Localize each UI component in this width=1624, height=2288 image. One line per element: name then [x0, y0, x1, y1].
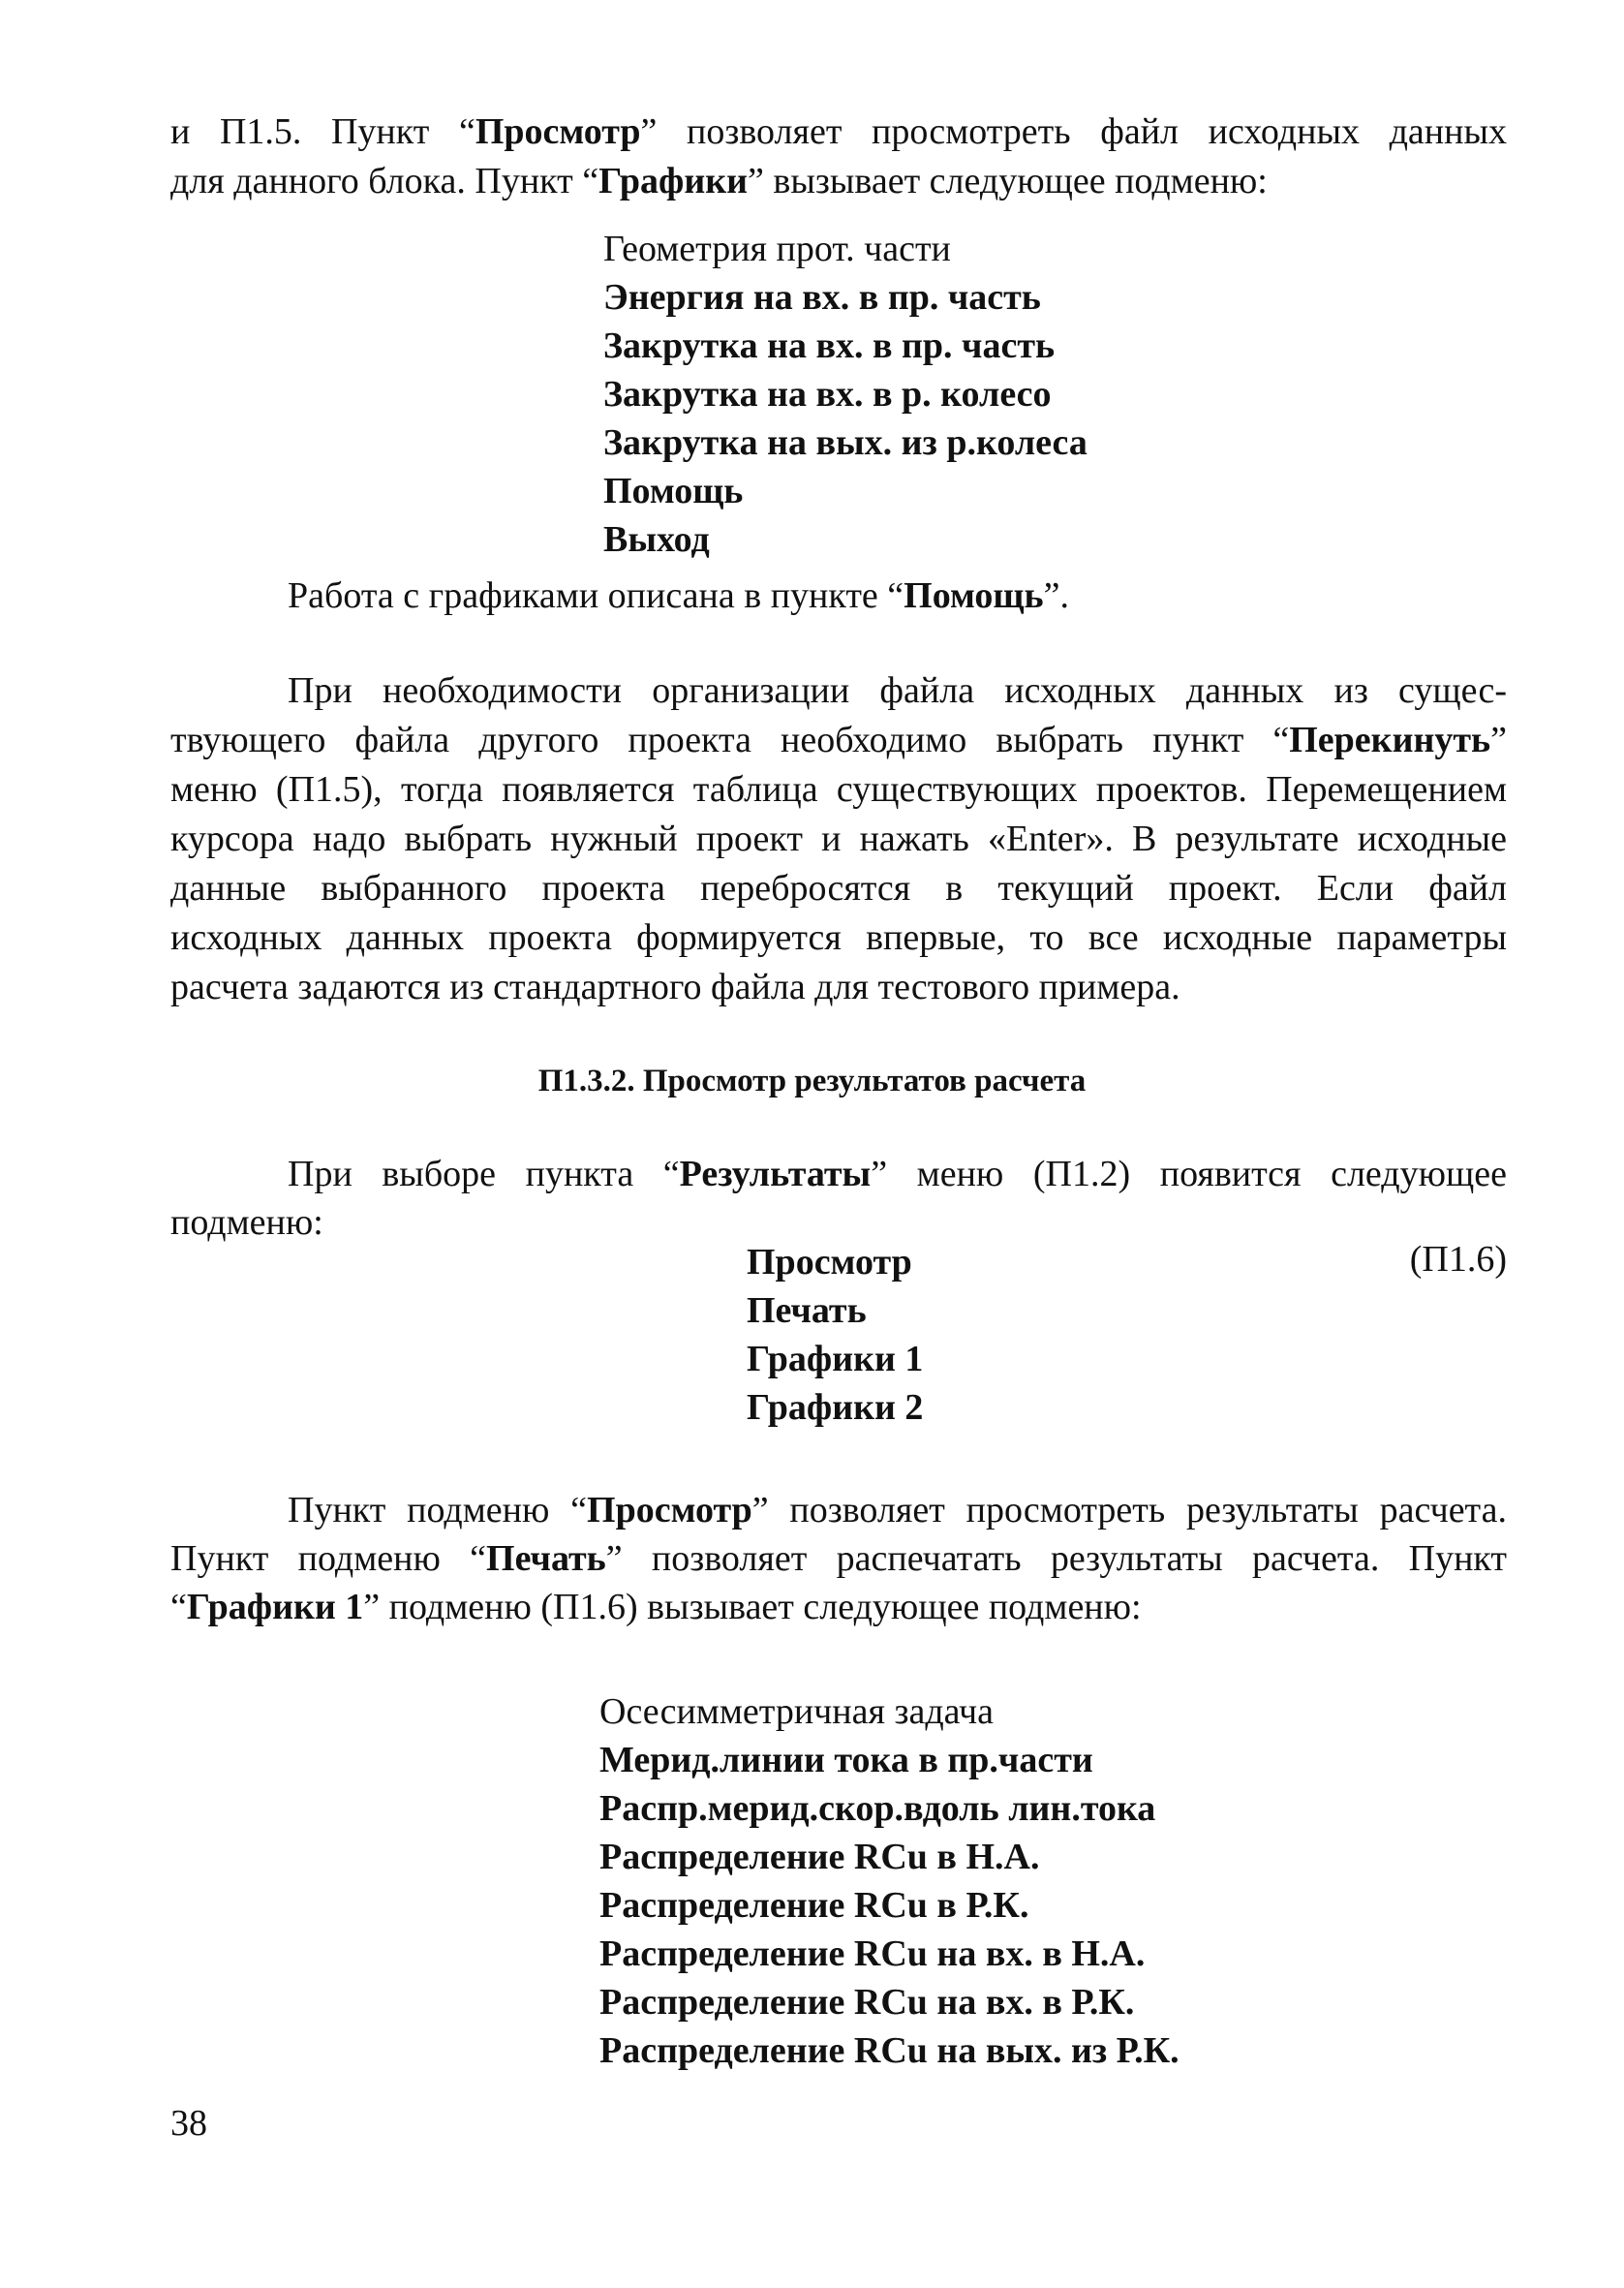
- menu-entry: Графики 1: [747, 1339, 924, 1379]
- text-run: Пункт подменю “: [288, 1490, 588, 1530]
- text-run: ”: [1490, 720, 1507, 760]
- menu-entry: Графики 2: [747, 1387, 924, 1428]
- text-line: меню (П1.5), тогда появляется таблица существующих проектов. Перемещением: [170, 769, 1507, 810]
- menu-entry: Закрутка на вых. из р.колеса: [603, 422, 1088, 463]
- menu-entry: Закрутка на вх. в р. колесо: [603, 374, 1052, 415]
- graphs1-submenu-list: [599, 1687, 1180, 2075]
- text-line: курсора надо выбрать нужный проект и нажать «Enter». В результате исходные: [170, 819, 1507, 859]
- bold-term: Помощь: [904, 575, 1044, 616]
- bold-term: Графики: [598, 161, 749, 201]
- bold-term: Просмотр: [587, 1490, 752, 1530]
- text-line: данные выбранного проекта перебросятся в текущий проект. Если файл: [170, 868, 1507, 909]
- text-run: ”.: [1043, 575, 1069, 616]
- menu-entry: Распределение RCu на вх. в Р.К.: [599, 1982, 1135, 2023]
- menu-entry: Мерид.линии тока в пр.части: [599, 1740, 1093, 1780]
- text-run: и П1.5. Пункт “: [170, 111, 475, 152]
- text-line: расчета задаются из стандартного файла для тестового примера.: [170, 967, 1180, 1007]
- menu-entry: Печать: [747, 1290, 867, 1331]
- text-run: При выборе пункта “: [288, 1154, 680, 1194]
- text-run: твующего файла другого проекта необходимо выбрать пункт “: [170, 720, 1290, 760]
- page-number: 38: [170, 2103, 207, 2144]
- menu-entry: Распределение RCu на вых. из Р.К.: [599, 2030, 1180, 2071]
- text-line: [288, 1151, 1507, 1197]
- menu-entry: Распределение RCu на вх. в Н.А.: [599, 1933, 1146, 1974]
- menu-entry: Просмотр: [747, 1242, 912, 1283]
- text-run: ” вызывает следующее подменю:: [748, 161, 1268, 201]
- menu-entry: Энергия на вх. в пр. часть: [603, 277, 1041, 318]
- menu-entry: Распределение RCu в Н.А.: [599, 1837, 1040, 1877]
- text-line: [288, 1487, 1507, 1533]
- menu-entry: Закрутка на вх. в пр. часть: [603, 325, 1056, 366]
- text-line: подменю:: [170, 1202, 323, 1243]
- bold-term: Перекинуть: [1289, 720, 1491, 760]
- text-run: “: [170, 1587, 187, 1627]
- graphs-submenu-list: [603, 225, 1088, 564]
- text-line: [170, 1584, 1142, 1630]
- text-run: Пункт подменю “: [170, 1538, 487, 1579]
- text-line: [170, 1535, 1507, 1582]
- bold-term: Просмотр: [475, 111, 641, 152]
- text-line: [170, 717, 1507, 763]
- text-run: ” позволяет распечатать результаты расчета. Пункт: [605, 1538, 1507, 1579]
- text-line: [170, 108, 1507, 155]
- equation-tag: (П1.6): [1409, 1239, 1507, 1280]
- text-run: для данного блока. Пункт “: [170, 161, 599, 201]
- text-run: ” меню (П1.2) появится следующее: [871, 1154, 1508, 1194]
- menu-entry-plain: Осесимметричная задача: [599, 1691, 994, 1732]
- section-heading: П1.3.2. Просмотр результатов расчета: [537, 1064, 1087, 1098]
- text-run: ” позволяет просмотреть результаты расчета.: [751, 1490, 1507, 1530]
- menu-entry: Помощь: [603, 471, 744, 511]
- text-line: исходных данных проекта формируется впервые, то все исходные параметры: [170, 917, 1507, 958]
- menu-entry: Распределение RCu в Р.К.: [599, 1885, 1029, 1926]
- text-run: ” подменю (П1.6) вызывает следующее подменю:: [363, 1587, 1142, 1627]
- bold-term: Печать: [486, 1538, 606, 1579]
- menu-entry-plain: Геометрия прот. части: [603, 229, 951, 269]
- text-run: ” позволяет просмотреть файл исходных данных: [640, 111, 1507, 152]
- text-line: [288, 572, 1069, 619]
- text-line: [170, 158, 1268, 204]
- bold-term: Результаты: [679, 1154, 872, 1194]
- bold-term: Графики 1: [186, 1587, 364, 1627]
- text-run: Работа с графиками описана в пункте “: [288, 575, 904, 616]
- menu-entry: Распр.мерид.скор.вдоль лин.тока: [599, 1788, 1156, 1829]
- text-line: При необходимости организации файла исходных данных из сущес-: [288, 670, 1507, 711]
- results-submenu-list: [747, 1238, 923, 1432]
- menu-entry: Выход: [603, 519, 710, 560]
